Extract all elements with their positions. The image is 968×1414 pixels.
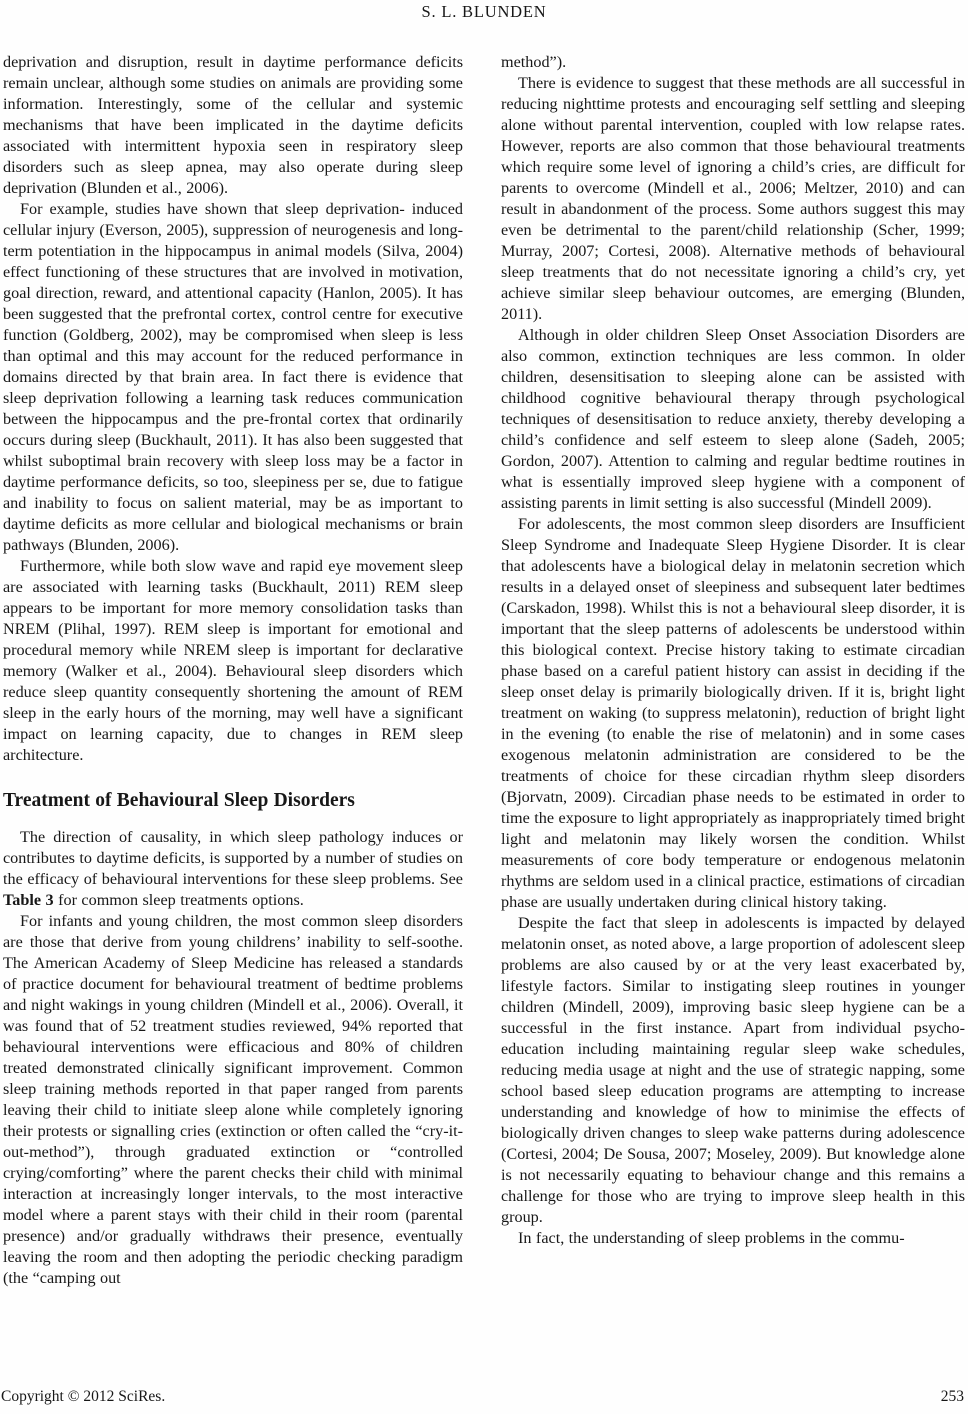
running-head: S. L. BLUNDEN xyxy=(421,2,547,21)
paragraph-infants-treatments: For infants and young children, the most common sleep disorders are those that derive from young childrens’ inability to self-soothe. The American Academy of Sleep Medicine has released a standards of practice document for behavioural treatment of bedtime problems and night wakings in young children (Mindell et al., 2006). Overall, it was found that of 52 treatment studies reviewed, 94% reported that behavioural interventions were efficacious and 80% of children treated demonstrated clinically significant improvement. Common sleep training methods reported in that paper ranged from parents leaving their child to initiate sleep alone while completely ignoring their protests or signalling cries (extinction or often called the “cry-it-out-method”), through graduated extinction or “controlled crying/comforting” where the parent checks their child with minimal interaction at increasingly longer intervals, to the most interactive model where a parent stays with their child in their room (parental presence) and/or gradually withdraws their presence, eventually leaving the room and then adopting the periodic checking paradigm (the “camping out xyxy=(3,912,463,1287)
paragraph-rem-nrem-memory: Furthermore, while both slow wave and rapid eye movement sleep are associated with learning tasks (Buckhault, 2011) REM sleep appears to be important for more memory consolidation tasks than NREM (Plihal, 1997). REM sleep is important for emotional and procedural memory while NREM sleep is important for declarative memory (Walker et al., 2004). Behavioural sleep disorders which reduce sleep quantity consequently shortening the amount of REM sleep in the early hours of the morning, may well have a significant impact on learning capacity, due to changes in REM sleep architecture. xyxy=(3,557,463,764)
paragraph-sleep-deprivation-effects: For example, studies have shown that sleep deprivation- induced cellular injury (Everson, 2005), suppression of neurogenesis and long-term potentiation in the hippocampus in animal models (Silva, 2004) effect functioning of these structures that are involved in motivation, goal direction, reward, and attentional capacity (Hanlon, 2005). It has been suggested that the prefrontal cortex, control centre for executive function (Goldberg, 2002), may be compromised when sleep is less than optimal and this may account for the reduced performance in domains directed by that brain area. In fact there is evidence that sleep deprivation following a learning task reduces communication between the hippocampus and the pre-frontal cortex that ordinarily occurs during sleep (Buckhault, 2011). It has also been suggested that whilst suboptimal brain recovery with sleep loss may be a factor in daytime performance deficits, so too, sleepiness per se, due to fatigue and inability to focus on salient material, may be as important to daytime deficits as more cellular and biological mechanisms or brain pathways (Blunden, 2006). xyxy=(3,200,463,554)
table-3-reference: Table 3 xyxy=(3,891,54,909)
causality-text-post: for common sleep treatments options. xyxy=(53,891,304,909)
paragraph-method-continuation: method”). xyxy=(501,53,567,71)
copyright-notice: Copyright © 2012 SciRes. xyxy=(1,1388,166,1405)
section-heading-treatment: Treatment of Behavioural Sleep Disorders xyxy=(3,790,355,811)
causality-text-pre: The direction of causality, in which sleep pathology induces or contributes to daytime deficits, is supported by a number of studies on the efficacy of behavioural interventions for these sleep problems. See xyxy=(3,828,463,888)
paragraph-lifestyle-factors: Despite the fact that sleep in adolescents is impacted by delayed melatonin onset, as noted above, a large proportion of adolescent sleep problems are also caused by or at the very least exacerbated by, lifestyle factors. Similar to instigating sleep routines in younger children (Mindell, 2009), improving basic sleep hygiene can be a successful in the first instance. Apart from individual psycho-education including maintaining regular sleep wake schedules, reducing media usage at night and the use of strategic napping, some school based sleep education programs are attempting to increase understanding and knowledge of how to minimise the effects of biologically driven changes to sleep wake patterns during adolescence (Cortesi, 2004; De Sousa, 2007; Moseley, 2009). But knowledge alone is not necessarily equating to behaviour change and this remains a challenge for those who are trying to improve sleep health in this group. xyxy=(501,914,965,1226)
column-gutter xyxy=(463,52,501,1289)
page-footer xyxy=(1,1387,964,1407)
page-number: 253 xyxy=(940,1388,964,1405)
right-column xyxy=(501,52,965,1289)
paragraph-adolescents-circadian: For adolescents, the most common sleep disorders are Insufficient Sleep Syndrome and Inadequate Sleep Hygiene Disorder. It is clear that adolescents have a biological delay in melatonin secretion which results in a delayed onset of sleepiness and subsequent later bedtimes (Carskadon, 1998). Whilst this is not a behavioural sleep disorder, it is important that the sleep patterns of adolescents be understood within this biological context. Precise history taking to estimate circadian phase based on a careful patient history can assist in deciding if the sleep onset delay is primarily biologically driven. If it is, bright light treatment on waking (to suppress melatonin), reduction of bright light in the evening (to enable the rise of melatonin) and in some cases exogenous melatonin administration are considered to be the treatments of choice for these circadian rhythm sleep disorders (Bjorvatn, 2009). Circadian phase needs to be estimated in order to time the exposure to light appropriately as inappropriately timed bright light and melatonin may likely worsen the condition. Whilst measurements of core body temperature or endogenous melatonin rhythms are seldom used in a clinical practice, estimations of circadian phase are usually undertaken during clinical history taking. xyxy=(501,515,965,911)
paragraph-deprivation-continuation: deprivation and disruption, result in daytime performance deficits remain unclear, although some studies on animals are providing some information. Interestingly, some of the cellular and systemic mechanisms that have been implicated in the daytime deficits associated with intermittent hypoxia seen in respiratory sleep disorders such as sleep apnea, may also operate during sleep deprivation (Blunden et al., 2006). xyxy=(3,53,463,197)
two-column-body xyxy=(3,52,965,1289)
paragraph-causality-table3 xyxy=(3,827,463,911)
paragraph-methods-evidence: There is evidence to suggest that these methods are all successful in reducing nighttime protests and encouraging self settling and sleeping alone without parental intervention, coupled with low relapse rates. However, reports are also common that those behavioural treatments which require some level of ignoring a child’s cries, are difficult for parents to overcome (Mindell et al., 2006; Meltzer, 2010) and can result in abandonment of the process. Some authors suggest this may even be detrimental to the parent/child relationship (Scher, 1999; Murray, 2007; Cortesi, 2008). Alternative methods of behavioural sleep treatments that do not necessitate ignoring a child’s cry, yet achieve similar sleep behaviour outcomes, are emerging (Blunden, 2011). xyxy=(501,74,965,323)
paragraph-older-children: Although in older children Sleep Onset Association Disorders are also common, extinction techniques are less common. In older children, desensitisation to sleeping alone can be assisted with childhood cognitive behavioural therapy through psychological techniques of desensitisation to reduce anxiety, thereby developing a child’s confidence and self esteem to sleep alone (Sadeh, 2005; Gordon, 2007). Attention to calming and regular bedtime routines in what is essentially improved sleep hygiene with a component of assisting parents in limit setting is also successful (Mindell 2009). xyxy=(501,326,965,512)
left-column xyxy=(3,52,463,1289)
paragraph-community-start: In fact, the understanding of sleep problems in the commu- xyxy=(518,1229,905,1247)
